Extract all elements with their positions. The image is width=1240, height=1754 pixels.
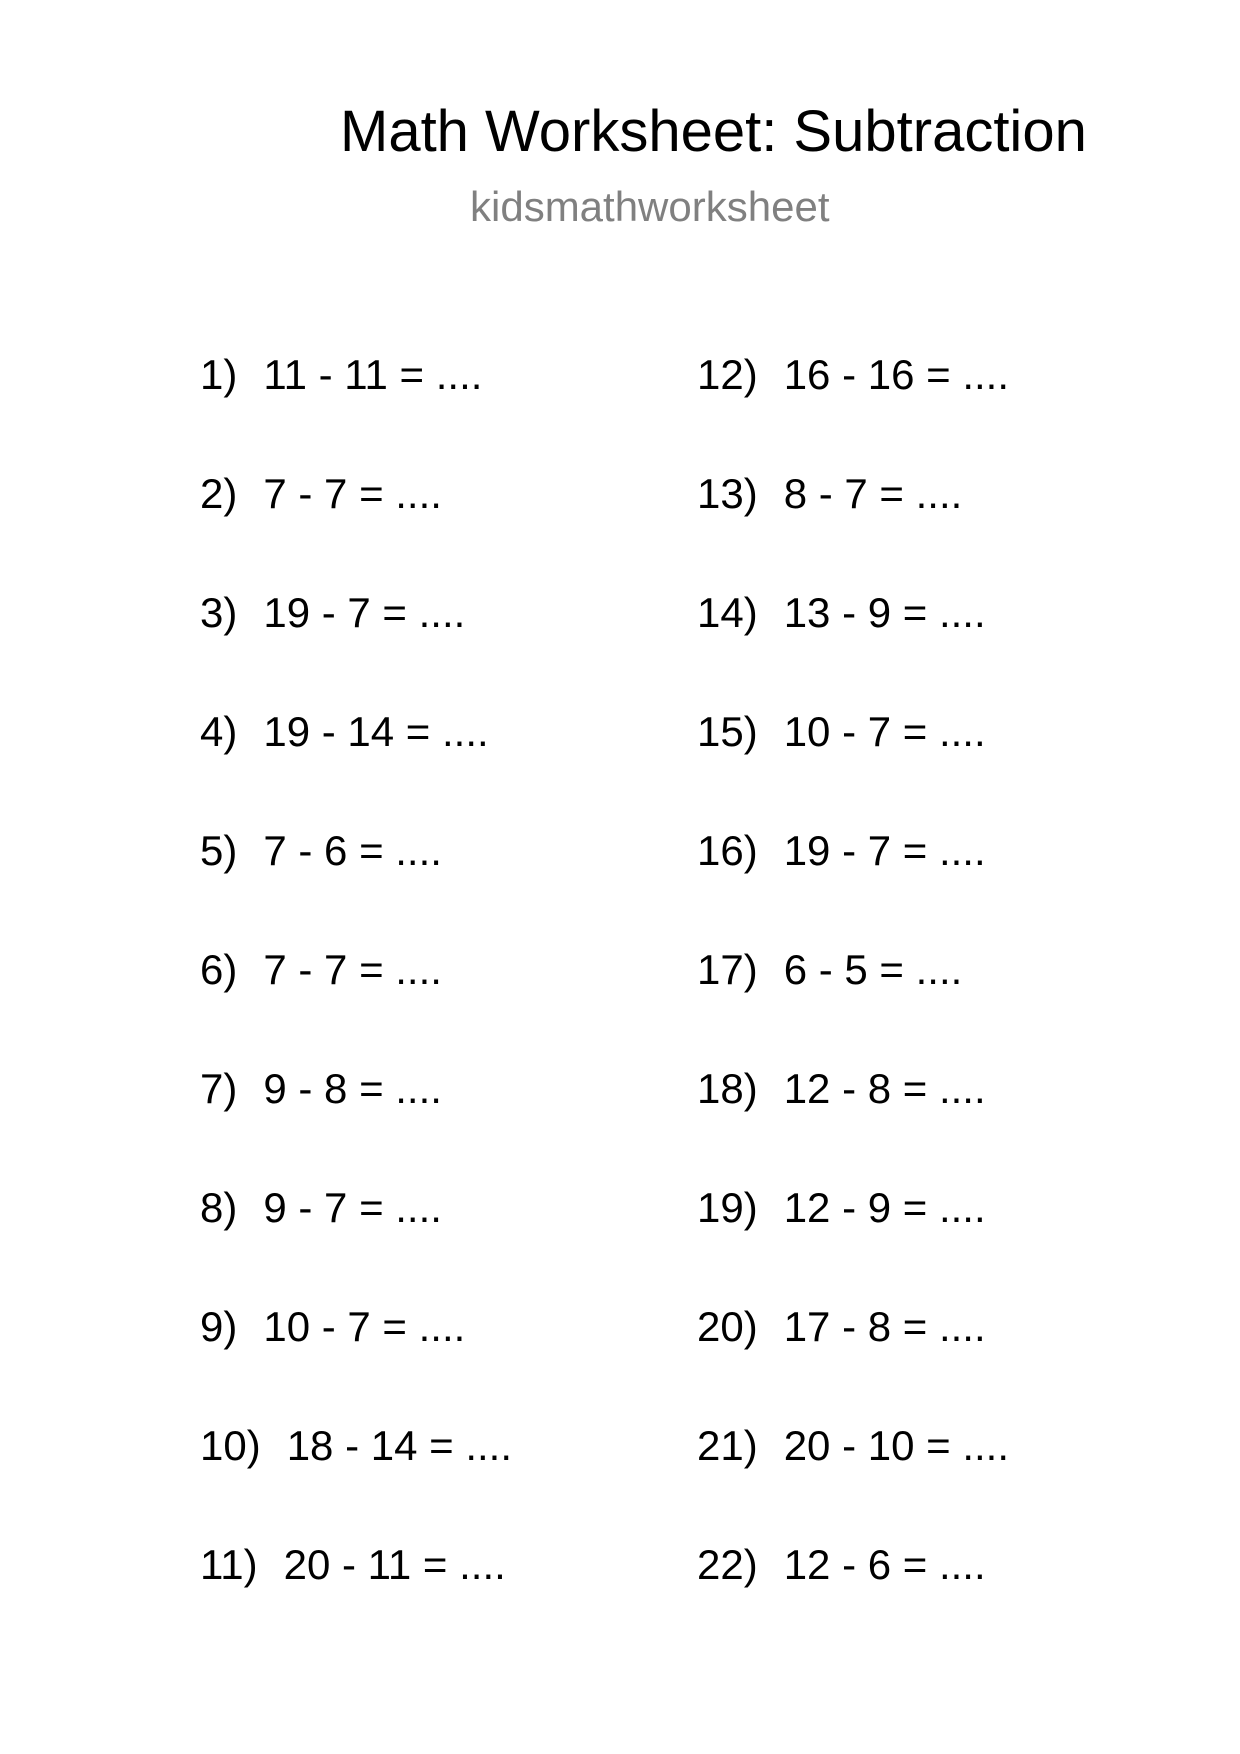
- problem-number: 1): [200, 351, 238, 398]
- problem-expression: 10 - 7 = ....: [263, 1303, 466, 1350]
- problem-expression: 12 - 9 = ....: [783, 1184, 986, 1231]
- problem-item: [200, 1064, 442, 1114]
- problem-number: 20): [697, 1303, 758, 1350]
- problem-number: 5): [200, 827, 238, 874]
- problem-item: [697, 1064, 986, 1114]
- problem-expression: 10 - 7 = ....: [783, 708, 986, 755]
- problem-expression: 12 - 6 = ....: [783, 1541, 986, 1588]
- problem-expression: 20 - 11 = ....: [283, 1541, 506, 1588]
- problem-number: 8): [200, 1184, 238, 1231]
- problem-expression: 19 - 7 = ....: [783, 827, 986, 874]
- problem-item: [697, 1421, 1009, 1471]
- page-subtitle: kidsmathworksheet: [470, 183, 830, 230]
- problem-number: 17): [697, 946, 758, 993]
- problem-item: [200, 1302, 465, 1352]
- problem-item: [200, 826, 442, 876]
- problem-number: 13): [697, 470, 758, 517]
- problem-expression: 13 - 9 = ....: [783, 589, 986, 636]
- problem-number: 18): [697, 1065, 758, 1112]
- problem-number: 21): [697, 1422, 758, 1469]
- problem-item: [697, 588, 986, 638]
- problem-expression: 8 - 7 = ....: [783, 470, 963, 517]
- problem-item: [697, 707, 986, 757]
- problem-number: 22): [697, 1541, 758, 1588]
- problem-item: [200, 588, 465, 638]
- problem-item: [697, 1183, 986, 1233]
- problem-expression: 11 - 11 = ....: [263, 351, 483, 398]
- problem-item: [697, 826, 986, 876]
- problem-expression: 7 - 6 = ....: [263, 827, 442, 874]
- problem-expression: 16 - 16 = ....: [783, 351, 1010, 398]
- problem-number: 7): [200, 1065, 238, 1112]
- problem-number: 14): [697, 589, 758, 636]
- problem-number: 15): [697, 708, 758, 755]
- problem-expression: 17 - 8 = ....: [783, 1303, 986, 1350]
- problem-item: [697, 1540, 986, 1590]
- problem-item: [697, 350, 1009, 400]
- problem-item: [697, 1302, 986, 1352]
- problem-item: [200, 350, 482, 400]
- problem-number: 11): [200, 1541, 258, 1588]
- problem-item: [200, 707, 489, 757]
- problem-number: 16): [697, 827, 758, 874]
- page-title: Math Worksheet: Subtraction: [340, 99, 1087, 164]
- problem-item: [200, 1540, 506, 1590]
- problem-item: [697, 945, 962, 995]
- problem-number: 2): [200, 470, 238, 517]
- problem-item: [697, 469, 962, 519]
- problem-number: 3): [200, 589, 238, 636]
- problem-expression: 19 - 14 = ....: [263, 708, 489, 755]
- problem-item: [200, 1183, 442, 1233]
- problem-expression: 20 - 10 = ....: [783, 1422, 1010, 1469]
- problem-expression: 18 - 14 = ....: [286, 1422, 513, 1469]
- problem-number: 6): [200, 946, 238, 993]
- problem-number: 10): [200, 1422, 261, 1469]
- problem-expression: 7 - 7 = ....: [263, 470, 442, 517]
- problem-item: [200, 1421, 512, 1471]
- problem-number: 19): [697, 1184, 758, 1231]
- problem-expression: 6 - 5 = ....: [783, 946, 963, 993]
- problem-number: 12): [697, 351, 758, 398]
- problem-expression: 19 - 7 = ....: [263, 589, 466, 636]
- problem-item: [200, 945, 442, 995]
- problem-number: 4): [200, 708, 238, 755]
- problem-expression: 7 - 7 = ....: [263, 946, 442, 993]
- problem-expression: 9 - 7 = ....: [263, 1184, 442, 1231]
- problem-item: [200, 469, 442, 519]
- problem-expression: 9 - 8 = ....: [263, 1065, 442, 1112]
- problem-number: 9): [200, 1303, 238, 1350]
- problem-expression: 12 - 8 = ....: [783, 1065, 986, 1112]
